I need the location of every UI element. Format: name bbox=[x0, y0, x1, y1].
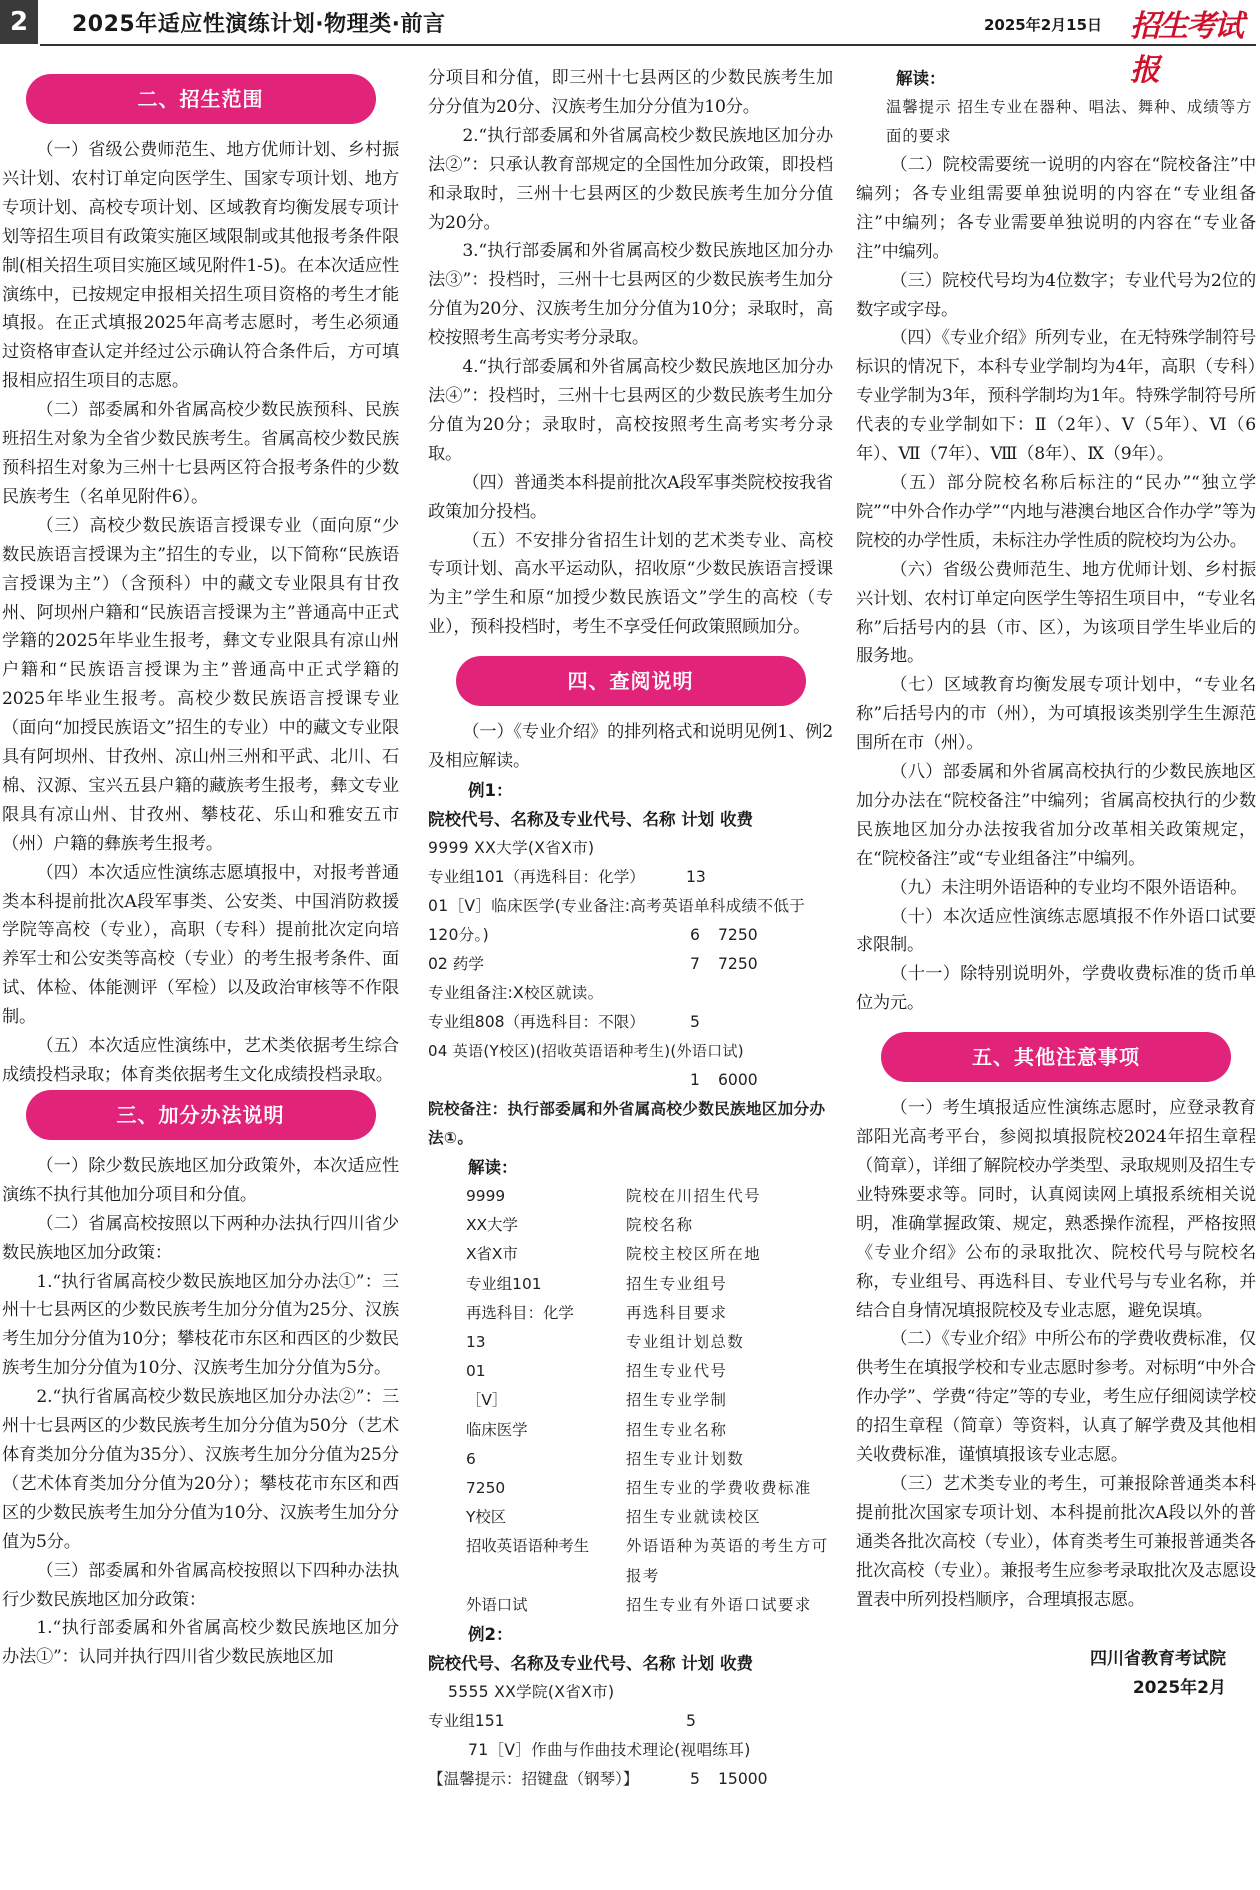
example-1-group-2: 专业组808（再选科目：不限） 5 bbox=[428, 1012, 700, 1031]
paragraph: 2.“执行省属高校少数民族地区加分办法②”：三州十七县两区的少数民族考生加分分值为50分（艺术体育类加分分值为35分）、汉族考生加分分值为25分（艺术体育类加分分值为20分）；攀枝花市东区和西区的少数民族考生加分分值为10分、汉族考生加分分值为5分。 bbox=[2, 1387, 399, 1552]
paragraph: （二）省属高校按照以下两种办法执行四川省少数民族地区加分政策： bbox=[2, 1213, 399, 1263]
interpretation-glossary bbox=[428, 1182, 833, 1620]
paragraph: （二）部委属和外省属高校少数民族预科、民族班招生对象为全省少数民族考生。省属高校少数民族预科招生对象为三州十七县两区符合报考条件的少数民族考生（名单见附件6）。 bbox=[2, 400, 399, 507]
header-divider bbox=[40, 44, 1256, 46]
glossary-row: 外语口试 招生专业有外语口试要求 bbox=[466, 1595, 812, 1614]
newspaper-logo: 招生考试报 bbox=[1130, 9, 1242, 88]
section-heading-other-notes: 五、其他注意事项 bbox=[881, 1032, 1231, 1082]
glossary-row: 招收英语语种考生 外语语种为英语的考生方可报考 bbox=[466, 1537, 829, 1585]
paragraph: （七）区域教育均衡发展专项计划中，“专业名称”后括号内的市（州），为可填报该类别学生生源范围所在市（州）。 bbox=[856, 675, 1256, 754]
glossary-row: 6 招生专业计划数 bbox=[466, 1449, 745, 1468]
example-1-major-1-nums: 6 7250 bbox=[690, 925, 758, 944]
paragraph: 1.“执行部委属和外省属高校少数民族地区加分办法①”：认同并执行四川省少数民族地区加 bbox=[2, 1618, 399, 1668]
paragraph: （二）院校需要统一说明的内容在“院校备注”中编列；各专业组需要单独说明的内容在“专业组备注”中编列；各专业需要单独说明的内容在“专业备注”中编列。 bbox=[856, 155, 1256, 262]
glossary-row: Y校区 招生专业就读校区 bbox=[466, 1508, 762, 1527]
glossary-row: 专业组101 招生专业组号 bbox=[466, 1274, 728, 1293]
paragraph: （四）本次适应性演练志愿填报中，对报考普通类本科提前批次A段军事类、公安类、中国消防救援学院等高校（专业），高职（专科）提前批次定向培养军士和公安类等高校（专业）的考生报考条件、面试、体检、体能测评（军检）以及政治审核等不作限制。 bbox=[2, 862, 399, 1028]
paragraph: （十）本次适应性演练志愿填报不作外语口试要求限制。 bbox=[856, 906, 1256, 956]
glossary-row: ［Ⅴ］ 招生专业学制 bbox=[466, 1391, 728, 1410]
paragraph: （十一）除特别说明外，学费收费标准的货币单位为元。 bbox=[856, 964, 1256, 1014]
example-1-major-3-nums: 1 6000 bbox=[690, 1070, 758, 1089]
interpretation-label: 解读： bbox=[468, 1157, 518, 1177]
glossary-row: X省X市 院校主校区所在地 bbox=[466, 1245, 762, 1264]
paragraph: （一）除少数民族地区加分政策外，本次适应性演练不执行其他加分项目和分值。 bbox=[2, 1155, 399, 1205]
interpretation-label: 解读： bbox=[896, 69, 946, 88]
issue-date: 2025年2月15日 bbox=[984, 16, 1103, 34]
example-1-major-3: 04 英语(Y校区)(招收英语语种考生)(外语口试) bbox=[428, 1041, 744, 1060]
paragraph: 3.“执行部委属和外省属高校少数民族地区加分办法③”：投档时，三州十七县两区的少数民族考生加分分值为20分、汉族考生加分分值为10分；录取时，高校按照考生高考实考分录取。 bbox=[428, 241, 833, 349]
paragraph: （一）《专业介绍》的排列格式和说明见例1、例2及相应解读。 bbox=[428, 722, 833, 772]
example-1-label: 例1： bbox=[468, 780, 513, 800]
paragraph: （三）高校少数民族语言授课专业（面向原“少数民族语言授课为主”招生的专业，以下简称“民族语言授课为主”）（含预科）中的藏文专业限具有甘孜州、阿坝州户籍和“民族语言授课为主”普通高中正式学籍的2025年毕业生报考，彝文专业限具有凉山州户籍和“民族语言授课为主”普通高中正式学籍的2025年毕业生报考。高校少数民族语言授课专业（面向“加授民族语文”招生的专业）中的藏文专业限具有阿坝州、甘孜州、凉山州三州和平武、北川、石棉、汉源、宝兴五县户籍的藏族考生报考，彝文专业限具有凉山州、甘孜州、攀枝花、乐山和雅安五市（州）户籍的彝族考生报考。 bbox=[2, 515, 399, 854]
paragraph: （一）省级公费师范生、地方优师计划、乡村振兴计划、农村订单定向医学生、国家专项计划、地方专项计划、高校专项计划、区域教育均衡发展专项计划等招生项目有政策实施区域限制或其他报考条件限制(相关招生项目实施区域见附件1-5)。在本次适应性演练中，已按规定申报相关招生项目资格的考生才能填报。在正式填报2025年高考志愿时，考生必须通过资格审查认定并经过公示确认符合条件后，方可填报相应招生项目的志愿。 bbox=[2, 140, 399, 392]
page-title: 2025年适应性演练计划·物理类·前言 bbox=[72, 12, 446, 37]
paragraph: （八）部委属和外省属高校执行的少数民族地区加分办法在“院校备注”中编列；省属高校执行的少数民族地区加分办法按我省加分改革相关政策规定，在“院校备注”或“专业组备注”中编列。 bbox=[856, 762, 1256, 869]
example-2-tip: 【温馨提示：招键盘（钢琴）】 5 15000 bbox=[428, 1769, 768, 1788]
signature-date: 2025年2月 bbox=[1132, 1677, 1226, 1698]
paragraph: （六）省级公费师范生、地方优师计划、乡村振兴计划、农村订单定向医学生等招生项目中，“专业名称”后括号内的县（市、区），为该项目学生毕业后的服务地。 bbox=[856, 559, 1256, 667]
glossary-row: 再选科目：化学 再选科目要求 bbox=[466, 1303, 728, 1322]
section-heading-scope: 二、招生范围 bbox=[26, 74, 376, 124]
example-1-group-note: 专业组备注:X校区就读。 bbox=[428, 983, 604, 1002]
paragraph: 1.“执行省属高校少数民族地区加分办法①”：三州十七县两区的少数民族考生加分分值为25分、汉族考生加分分值为10分；攀枝花市东区和西区的少数民族考生加分分值为10分、汉族考生加分分值为5分。 bbox=[2, 1271, 399, 1379]
column-3 bbox=[856, 64, 1256, 1703]
paragraph: 分项目和分值，即三州十七县两区的少数民族考生加分分值为20分、汉族考生加分分值为10分。 bbox=[428, 68, 833, 117]
paragraph: （二）《专业介绍》中所公布的学费收费标准，仅供考生在填报学校和专业志愿时参考。对标明“中外合作办学”、学费“待定”等的专业，考生应仔细阅读学校的招生章程（简章）等资料，认真了解学费及其他相关收费标准，谨慎填报该专业志愿。 bbox=[856, 1329, 1256, 1466]
glossary-row: 7250 招生专业的学费收费标准 bbox=[466, 1478, 812, 1497]
example-2-header: 院校代号、名称及专业代号、名称 计划 收费 bbox=[428, 1653, 753, 1673]
example-1-group: 专业组101（再选科目：化学） 13 bbox=[428, 863, 833, 892]
example-2-label: 例2： bbox=[468, 1624, 513, 1644]
paragraph: （五）不安排分省招生计划的艺术类专业、高校专项计划、高水平运动队，招收原“少数民族语言授课为主”学生和原“加授少数民族语文”学生的高校（专业），预科投档时，考生不享受任何政策照顾加分。 bbox=[428, 530, 833, 638]
glossary-row: 13 专业组计划总数 bbox=[466, 1332, 745, 1351]
glossary-row: 9999 院校在川招生代号 bbox=[466, 1186, 762, 1205]
paragraph: （三）艺术类专业的考生，可兼报除普通类本科提前批次国家专项计划、本科提前批次A段以外的普通类各批次高校（专业），体育类考生可兼报普通类各批次高校（专业）。兼报考生应参考录取批次及志愿设置表中所列投档顺序，合理填报志愿。 bbox=[856, 1473, 1256, 1610]
tip-explanation: 温馨提示 招生专业在器种、唱法、舞种、成绩等方面的要求 bbox=[886, 98, 1253, 145]
example-1-major-1: 01［Ⅴ］临床医学(专业备注:高考英语单科成绩不低于120分。) bbox=[428, 896, 806, 944]
glossary-row: 01 招生专业代号 bbox=[466, 1362, 728, 1381]
paragraph: 4.“执行部委属和外省属高校少数民族地区加分办法④”：投档时，三州十七县两区的少数民族考生加分分值为20分；录取时，高校按照考生高考实考分录取。 bbox=[428, 357, 833, 464]
signature-org: 四川省教育考试院 bbox=[1090, 1648, 1226, 1669]
example-1-school-note: 院校备注：执行部委属和外省属高校少数民族地区加分办法①。 bbox=[428, 1099, 826, 1147]
example-2-school: 5555 XX学院(X省X市) bbox=[448, 1682, 615, 1701]
example-1-school: 9999 XX大学(X省X市) bbox=[428, 838, 595, 857]
group-plan-total: 13 bbox=[686, 867, 706, 886]
glossary-row: 临床医学 招生专业名称 bbox=[466, 1420, 728, 1439]
section-heading-bonus: 三、加分办法说明 bbox=[26, 1090, 376, 1140]
example-2-group: 专业组151 5 bbox=[428, 1711, 696, 1730]
paragraph: （五）本次适应性演练中，艺术类依据考生综合成绩投档录取；体育类依据考生文化成绩投档录取。 bbox=[2, 1036, 399, 1085]
paragraph: （四）普通类本科提前批次A段军事类院校按我省政策加分投档。 bbox=[428, 472, 833, 522]
example-2-major: 71［Ⅴ］作曲与作曲技术理论(视唱练耳) bbox=[468, 1740, 751, 1759]
glossary-row: XX大学 院校名称 bbox=[466, 1216, 694, 1235]
paragraph: （五）部分院校名称后标注的“民办”“独立学院”“中外合作办学”“内地与港澳台地区合作办学”等为院校的办学性质，未标注办学性质的院校均为公办。 bbox=[856, 472, 1256, 551]
example-1-major-2: 02 药学 7 7250 bbox=[428, 954, 758, 973]
example-1-header: 院校代号、名称及专业代号、名称 计划 收费 bbox=[428, 809, 753, 829]
column-2 bbox=[428, 64, 833, 1794]
page-number: 2 bbox=[0, 0, 38, 44]
paragraph: （四）《专业介绍》所列专业，在无特殊学制符号标识的情况下，本科专业学制均为4年，高职（专科）专业学制为3年，预科学制均为1年。特殊学制符号所代表的专业学制如下：Ⅱ（2年）、Ⅴ（5年）、Ⅵ（6年）、Ⅶ（7年）、Ⅷ（8年）、Ⅸ（9年）。 bbox=[856, 328, 1256, 465]
paragraph: 2.“执行部委属和外省属高校少数民族地区加分办法②”：只承认教育部规定的全国性加分政策，即投档和录取时，三州十七县两区的少数民族考生加分分值为20分。 bbox=[428, 125, 833, 233]
paragraph: （三）部委属和外省属高校按照以下四种办法执行少数民族地区加分政策： bbox=[2, 1560, 399, 1610]
paragraph: （九）未注明外语语种的专业均不限外语语种。 bbox=[890, 877, 1248, 898]
section-heading-lookup: 四、查阅说明 bbox=[456, 656, 806, 706]
column-1 bbox=[2, 74, 399, 1672]
paragraph: （一）考生填报适应性演练志愿时，应登录教育部阳光高考平台，参阅拟填报院校2024年招生章程（简章），详细了解院校办学类型、录取规则及招生专业特殊要求等。同时，认真阅读网上填报系统相关说明，准确掌握政策、规定，熟悉操作流程，严格按照《专业介绍》公布的录取批次、院校代号与院校名称，专业组号、再选科目、专业代号与专业名称，并结合自身情况填报院校及专业志愿，避免误填。 bbox=[856, 1098, 1256, 1321]
paragraph: （三）院校代号均为4位数字；专业代号为2位的数字或字母。 bbox=[856, 270, 1256, 320]
